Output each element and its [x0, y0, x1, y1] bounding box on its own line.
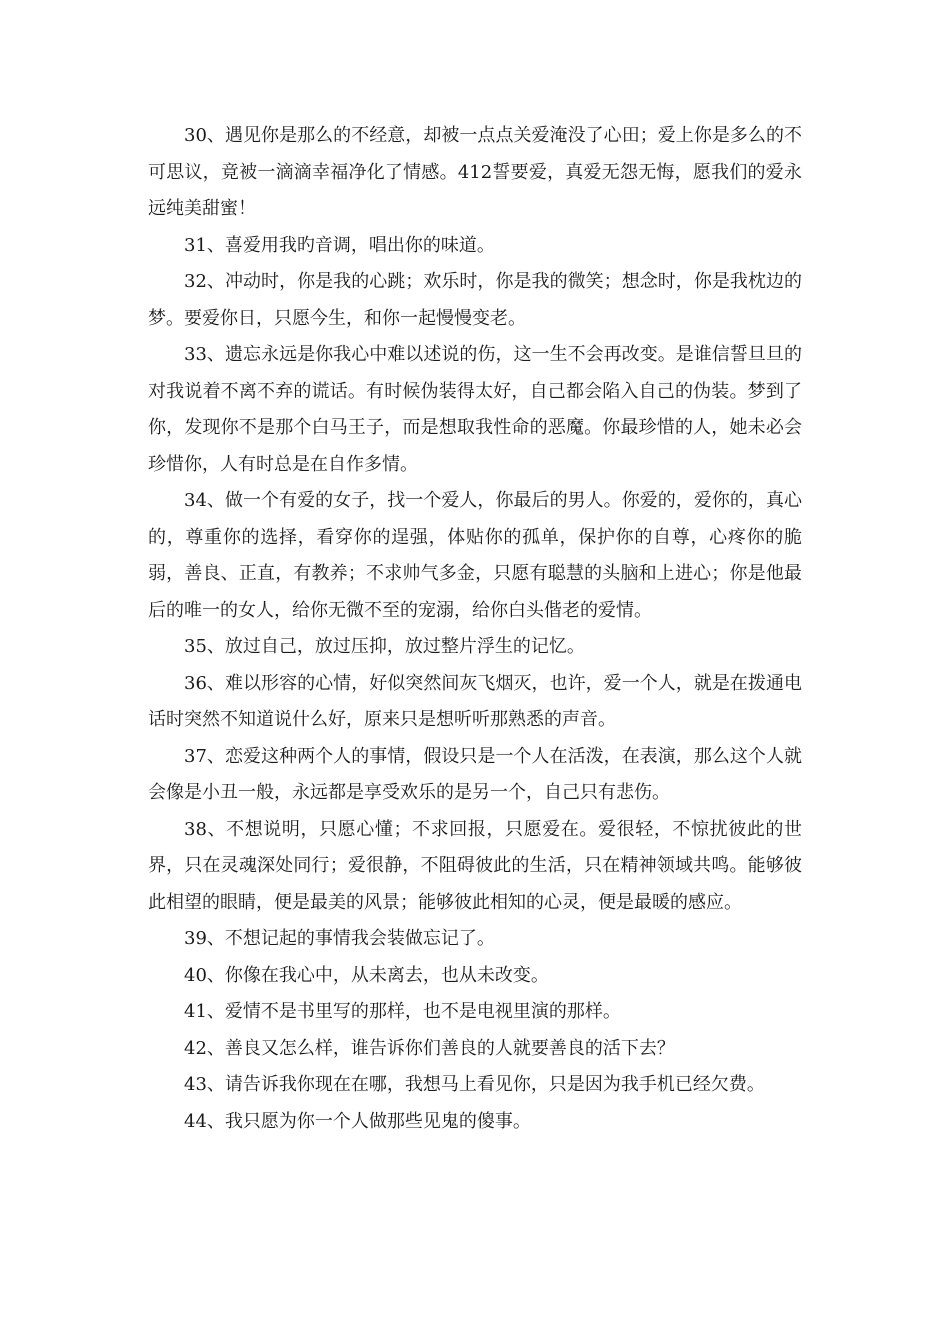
paragraph-42: 42、善良又怎么样，谁告诉你们善良的人就要善良的活下去？ — [184, 1037, 675, 1059]
paragraph-39: 39、不想记起的事情我会装做忘记了。 — [184, 928, 495, 949]
paragraph-37: 37、恋爱这种两个人的事情，假设只是一个人在活泼，在表演，那么这个人就会像是小丑一般，永远都是享受欢乐的是另一个，自己只有悲伤。 — [148, 745, 802, 803]
paragraph-43: 43、请告诉我你现在在哪，我想马上看见你，只是因为我手机已经欠费。 — [184, 1074, 765, 1095]
paragraph-31: 31、喜爱用我旳音调，唱出你的味道。 — [184, 234, 495, 256]
paragraph-34: 34、做一个有爱的女子，找一个爱人，你最后的男人。你爱的，爱你的，真心的，尊重你的选择，看穿你的逞强，体贴你的孤单，保护你的自尊，心疼你的脆弱，善良、正直，有教养；不求帅气多金，只愿有聪慧的头脑和上进心；你是他最后的唯一的女人，给你无微不至的宠溺，给你白头偕老的爱情。 — [148, 490, 802, 621]
paragraph-40: 40、你像在我心中，从未离去，也从未改变。 — [184, 964, 549, 986]
paragraph-35: 35、放过自己，放过压抑，放过整片浮生的记忆。 — [184, 636, 585, 657]
paragraph-38: 38、不想说明，只愿心懂；不求回报，只愿爱在。爱很轻，不惊扰彼此的世界，只在灵魂深处同行；爱很静，不阻碍彼此的生活，只在精神领域共鸣。能够彼此相望的眼睛，便是最美的风景；能够彼此相知的心灵，便是最暖的感应。 — [148, 818, 802, 913]
paragraph-33: 33、遗忘永远是你我心中难以述说的伤，这一生不会再改变。是谁信誓旦旦的对我说着不离不弃的谎话。有时候伪装得太好，自己都会陷入自己的伪装。梦到了你，发现你不是那个白马王子，而是想取我性命的恶魔。你最珍惜的人，她未必会珍惜你，人有时总是在自作多情。 — [148, 344, 802, 475]
paragraph-30: 30、遇见你是那么的不经意，却被一点点关爱淹没了心田；爱上你是多么的不可思议，竟被一滴滴幸福净化了情感。412誓要爱，真爱无怨无悔，愿我们的爱永远纯美甜蜜！ — [148, 125, 802, 219]
paragraph-44: 44、我只愿为你一个人做那些见鬼的傻事。 — [184, 1110, 531, 1132]
paragraph-32: 32、冲动时，你是我的心跳；欢乐时，你是我的微笑；想念时，你是我枕边的梦。要爱你日，只愿今生，和你一起慢慢变老。 — [148, 271, 802, 329]
document-body — [148, 118, 802, 1140]
paragraph-36: 36、难以形容的心情，好似突然间灰飞烟灭，也许，爱一个人，就是在拨通电话时突然不知道说什么好，原来只是想听听那熟悉的声音。 — [148, 672, 802, 730]
paragraph-41: 41、爱情不是书里写的那样，也不是电视里演的那样。 — [184, 1001, 621, 1022]
